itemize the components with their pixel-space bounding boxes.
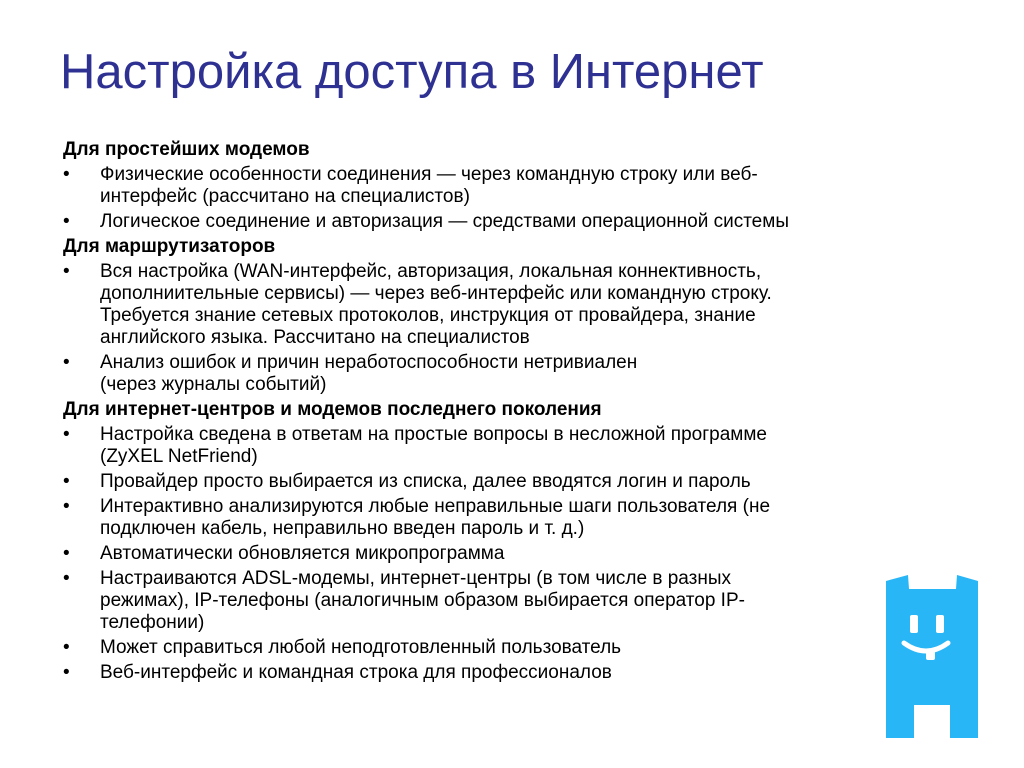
list-item-text: Физические особенности соединения — через командную строку или веб- интерфейс (рассчитано на специалистов) (100, 164, 758, 207)
bullet-icon: • (63, 496, 70, 517)
bullet-icon: • (63, 568, 70, 589)
list-item (63, 543, 943, 565)
list-item (63, 662, 943, 684)
list-item-text: Может справиться любой неподготовленный пользователь (100, 637, 622, 658)
list-item-text: Автоматически обновляется микропрограмма (100, 543, 505, 564)
slide-title: Настройка доступа в Интернет (60, 45, 764, 99)
mascot-right-eye (936, 615, 944, 633)
list-item (63, 211, 943, 233)
bullet-icon: • (63, 424, 70, 445)
bullet-icon: • (63, 261, 70, 282)
bullet-list-simple-modems (63, 164, 943, 233)
list-item-text: Настройка сведена в ответам на простые вопросы в несложной программе (ZyXEL NetFriend) (100, 424, 767, 467)
bullet-icon: • (63, 352, 70, 373)
list-item-text: Анализ ошибок и причин неработоспособности нетривиален (через журналы событий) (100, 352, 638, 395)
bullet-icon: • (63, 543, 70, 564)
bullet-icon: • (63, 164, 70, 185)
bullet-icon: • (63, 211, 70, 232)
bullet-icon: • (63, 662, 70, 683)
mascot-left-eye (910, 615, 918, 633)
list-item (63, 637, 943, 659)
bullet-list-routers (63, 261, 943, 396)
list-item-text: Вся настройка (WAN-интерфейс, авторизация, локальная коннективность, дополниительные сервисы) — через веб-интерфейс или командную строку. Требуется знание сетевых протоколов, инструкция от провайдера, знание английского языка. Рассчитано на специалистов (100, 261, 772, 348)
section-heading-internet-centers: Для интернет-центров и модемов последнего поколения (63, 399, 602, 420)
list-item (63, 261, 943, 349)
list-item-text: Интерактивно анализируются любые неправильные шаги пользователя (не подключен кабель, неправильно введен пароль и т. д.) (100, 496, 771, 539)
netfriend-mascot-icon (886, 575, 978, 738)
list-item (63, 471, 943, 493)
mascot-tongue (926, 651, 935, 660)
section-heading-routers: Для маршрутизаторов (63, 236, 276, 257)
list-item-text: Веб-интерфейс и командная строка для профессионалов (100, 662, 612, 683)
bullet-icon: • (63, 471, 70, 492)
list-item (63, 164, 943, 208)
list-item (63, 424, 943, 468)
list-item-text: Провайдер просто выбирается из списка, далее вводятся логин и пароль (100, 471, 751, 492)
bullet-icon: • (63, 637, 70, 658)
slide-content (63, 139, 943, 687)
list-item-text: Настраиваются ADSL-модемы, интернет-центры (в том числе в разных режимах), IP-телефоны (аналогичным образом выбирается оператор IP- телефонии) (100, 568, 745, 633)
list-item (63, 568, 943, 634)
section-heading-simple-modems: Для простейших модемов (63, 139, 310, 160)
list-item (63, 352, 943, 396)
bullet-list-internet-centers (63, 424, 943, 684)
list-item-text: Логическое соединение и авторизация — средствами операционной системы (100, 211, 789, 232)
list-item (63, 496, 943, 540)
